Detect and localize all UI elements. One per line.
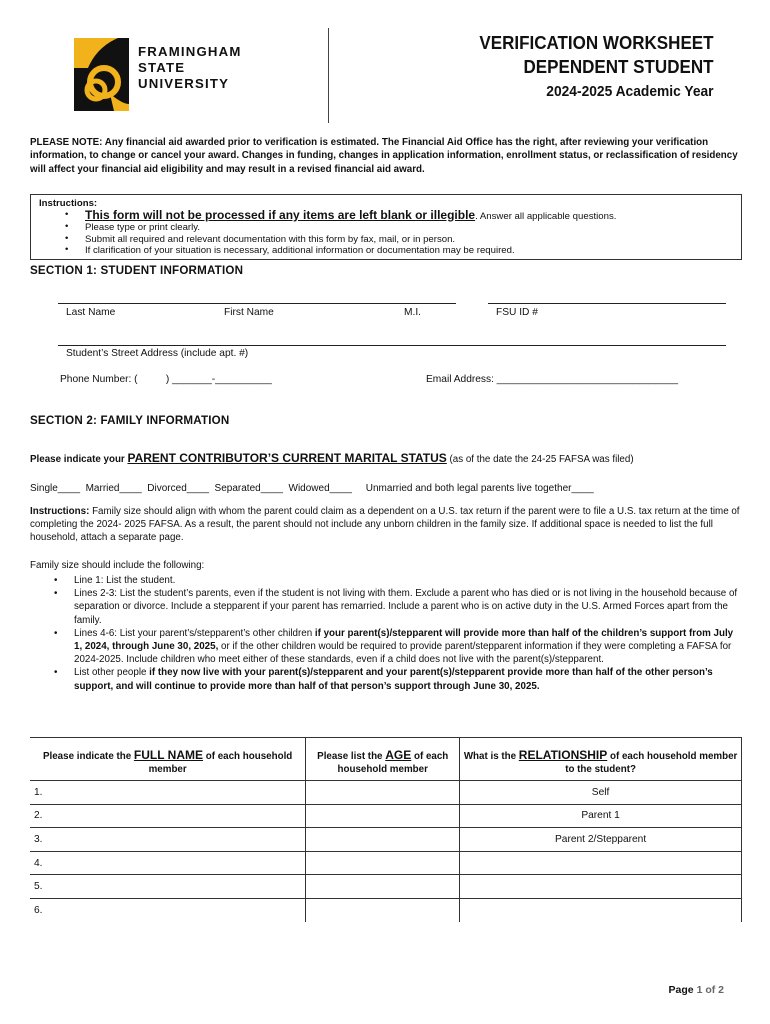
age-cell[interactable]	[306, 804, 460, 828]
relationship-cell: Self	[460, 781, 742, 805]
name-cell[interactable]: 1.	[30, 781, 306, 805]
instruction-rest: . Answer all applicable questions.	[475, 210, 617, 222]
name-cell[interactable]: 5.	[30, 875, 306, 899]
other-a: List other people	[74, 667, 150, 679]
page-label: Page	[668, 984, 697, 996]
table-row	[30, 804, 742, 828]
university-line-3: UNIVERSITY	[138, 76, 230, 91]
fsu-id-line[interactable]	[488, 303, 726, 304]
mi-label: M.I.	[404, 307, 421, 318]
table-row	[30, 898, 742, 922]
header-divider	[328, 28, 329, 123]
marital-options[interactable]: Single____ Married____ Divorced____ Separated____ Widowed____ Unmarried and both legal parents live together____	[30, 483, 594, 494]
col-age-header	[306, 738, 460, 781]
col1-post: of each household member	[148, 750, 293, 775]
page-of: of	[702, 984, 719, 996]
relationship-cell[interactable]	[460, 875, 742, 899]
university-logo	[74, 38, 129, 111]
title-line-1: VERIFICATION WORKSHEET	[479, 32, 714, 53]
age-cell[interactable]	[306, 898, 460, 922]
age-cell[interactable]	[306, 781, 460, 805]
title-line-2: DEPENDENT STUDENT	[523, 56, 714, 77]
instruction-emphasis: This form will not be processed if any items are left blank or illegible	[85, 207, 476, 222]
address-line[interactable]	[58, 345, 726, 346]
family-instructions	[30, 505, 742, 545]
name-cell[interactable]: 3.	[30, 828, 306, 852]
col1-pre: Please indicate the	[42, 750, 134, 762]
col3-pre: What is the	[463, 750, 519, 762]
age-cell[interactable]	[306, 875, 460, 899]
family-line-item	[54, 666, 744, 692]
table-row	[30, 781, 742, 805]
university-name	[138, 44, 242, 92]
academic-year: 2024-2025 Academic Year	[546, 83, 714, 100]
please-note: PLEASE NOTE: Any financial aid awarded prior to verification is estimated. The Financial Aid Office has the right, after reviewing your verification information, to change or cancel your award. Changes in funding, changes in application information, enrollment status, or reclassification of residency will affect your financial aid eligibility and may result in a revised financial aid award.	[30, 137, 738, 175]
name-cell[interactable]: 6.	[30, 898, 306, 922]
instructions-list	[65, 207, 733, 257]
table-header-row	[30, 738, 742, 781]
col2-pre: Please list the	[317, 750, 386, 762]
page-total: 2	[718, 984, 724, 996]
col-full-name-header	[30, 738, 306, 781]
col3-post: of each household member to the student?	[565, 750, 738, 775]
section1-title: SECTION 1: STUDENT INFORMATION	[30, 264, 244, 277]
line46-c: or if the other children would be required to provide parent/stepparent information if they were completing a FAFSA for 2024-2025. Include children who meet either of these standards, even if a child does not live with the parent(s)/stepparent.	[74, 641, 732, 666]
instruction-item: • Please type or print clearly.	[65, 222, 733, 234]
col2-post: of each household member	[337, 750, 449, 775]
name-cell[interactable]: 4.	[30, 851, 306, 875]
age-cell[interactable]	[306, 828, 460, 852]
page-current: 1	[696, 984, 703, 996]
instruction-item: • If clarification of your situation is necessary, additional information or documentation may be required.	[65, 245, 733, 257]
col2-big: AGE	[385, 747, 412, 762]
col1-big: FULL NAME	[133, 747, 204, 762]
marital-suffix: (as of the date the 24-25 FAFSA was filed)	[446, 454, 634, 465]
name-line[interactable]	[58, 303, 456, 304]
name-cell[interactable]: 2.	[30, 804, 306, 828]
family-line-item: • Line 1: List the student.	[54, 574, 744, 587]
household-table	[30, 737, 742, 922]
email-field[interactable]: Email Address: ________________________________	[426, 374, 679, 385]
marital-prefix: Please indicate your	[30, 454, 128, 465]
first-name-label: First Name	[224, 307, 274, 318]
family-size-list	[54, 574, 744, 693]
family-instr-label: Instructions:	[30, 506, 93, 517]
instruction-item	[65, 207, 733, 223]
other-b: if they now live with your parent(s)/stepparent and your parent(s)/stepparent provide more than half of the other person’s support, and will continue to provide more than half of that person’s support through June 30, 2025.	[74, 667, 713, 692]
relationship-cell[interactable]	[460, 898, 742, 922]
relationship-cell: Parent 2/Stepparent	[460, 828, 742, 852]
family-line-item: • Lines 2-3: List the student’s parents, even if the student is not living with them. Exclude a parent who has died or is not living in the household because of separation or divorce. Include a stepparent if your parent has remarried. Include a parent who is on active duty in the U.S. Armed Forces apart from the family.	[54, 587, 744, 627]
marital-emphasis: PARENT CONTRIBUTOR’S CURRENT MARITAL STATUS	[127, 451, 447, 465]
age-cell[interactable]	[306, 851, 460, 875]
line46-b: if your parent(s)/stepparent will provide more than half of the children’s support from July 1, 2024, through June 30, 2025,	[74, 627, 734, 653]
family-instr-text: Family size should align with whom the parent could claim as a dependent on a U.S. tax return if the parent were to file a U.S. tax return at the time of completing the 2024- 2025 FAFSA. As a result, the parent should not include any unborn children in the family size. If additional space is needed to list the full household, attach a separate page.	[30, 506, 740, 544]
instructions-box	[30, 194, 742, 260]
page-number	[669, 984, 724, 996]
address-label: Student’s Street Address (include apt. #)	[66, 348, 249, 359]
university-line-2: STATE	[138, 60, 186, 75]
table-row	[30, 875, 742, 899]
col-relationship-header	[460, 738, 742, 781]
line46-a: Lines 4-6: List your parent’s/stepparent’s other children	[74, 627, 315, 639]
section2-title: SECTION 2: FAMILY INFORMATION	[30, 414, 230, 427]
fsu-id-label: FSU ID #	[496, 307, 538, 318]
col3-big: RELATIONSHIP	[518, 747, 608, 762]
family-intro: Family size should include the following:	[30, 560, 205, 571]
relationship-cell[interactable]	[460, 851, 742, 875]
family-line-item	[54, 627, 744, 667]
table-row	[30, 851, 742, 875]
phone-field[interactable]: Phone Number: ( ) _______-__________	[60, 374, 272, 385]
last-name-label: Last Name	[66, 307, 116, 318]
document-title	[480, 31, 714, 101]
university-line-1: FRAMINGHAM	[138, 44, 242, 59]
instruction-item: • Submit all required and relevant documentation with this form by fax, mail, or in person.	[65, 234, 733, 246]
relationship-cell: Parent 1	[460, 804, 742, 828]
table-row	[30, 828, 742, 852]
instructions-heading: Instructions:	[39, 198, 98, 209]
marital-status-prompt	[30, 452, 742, 466]
